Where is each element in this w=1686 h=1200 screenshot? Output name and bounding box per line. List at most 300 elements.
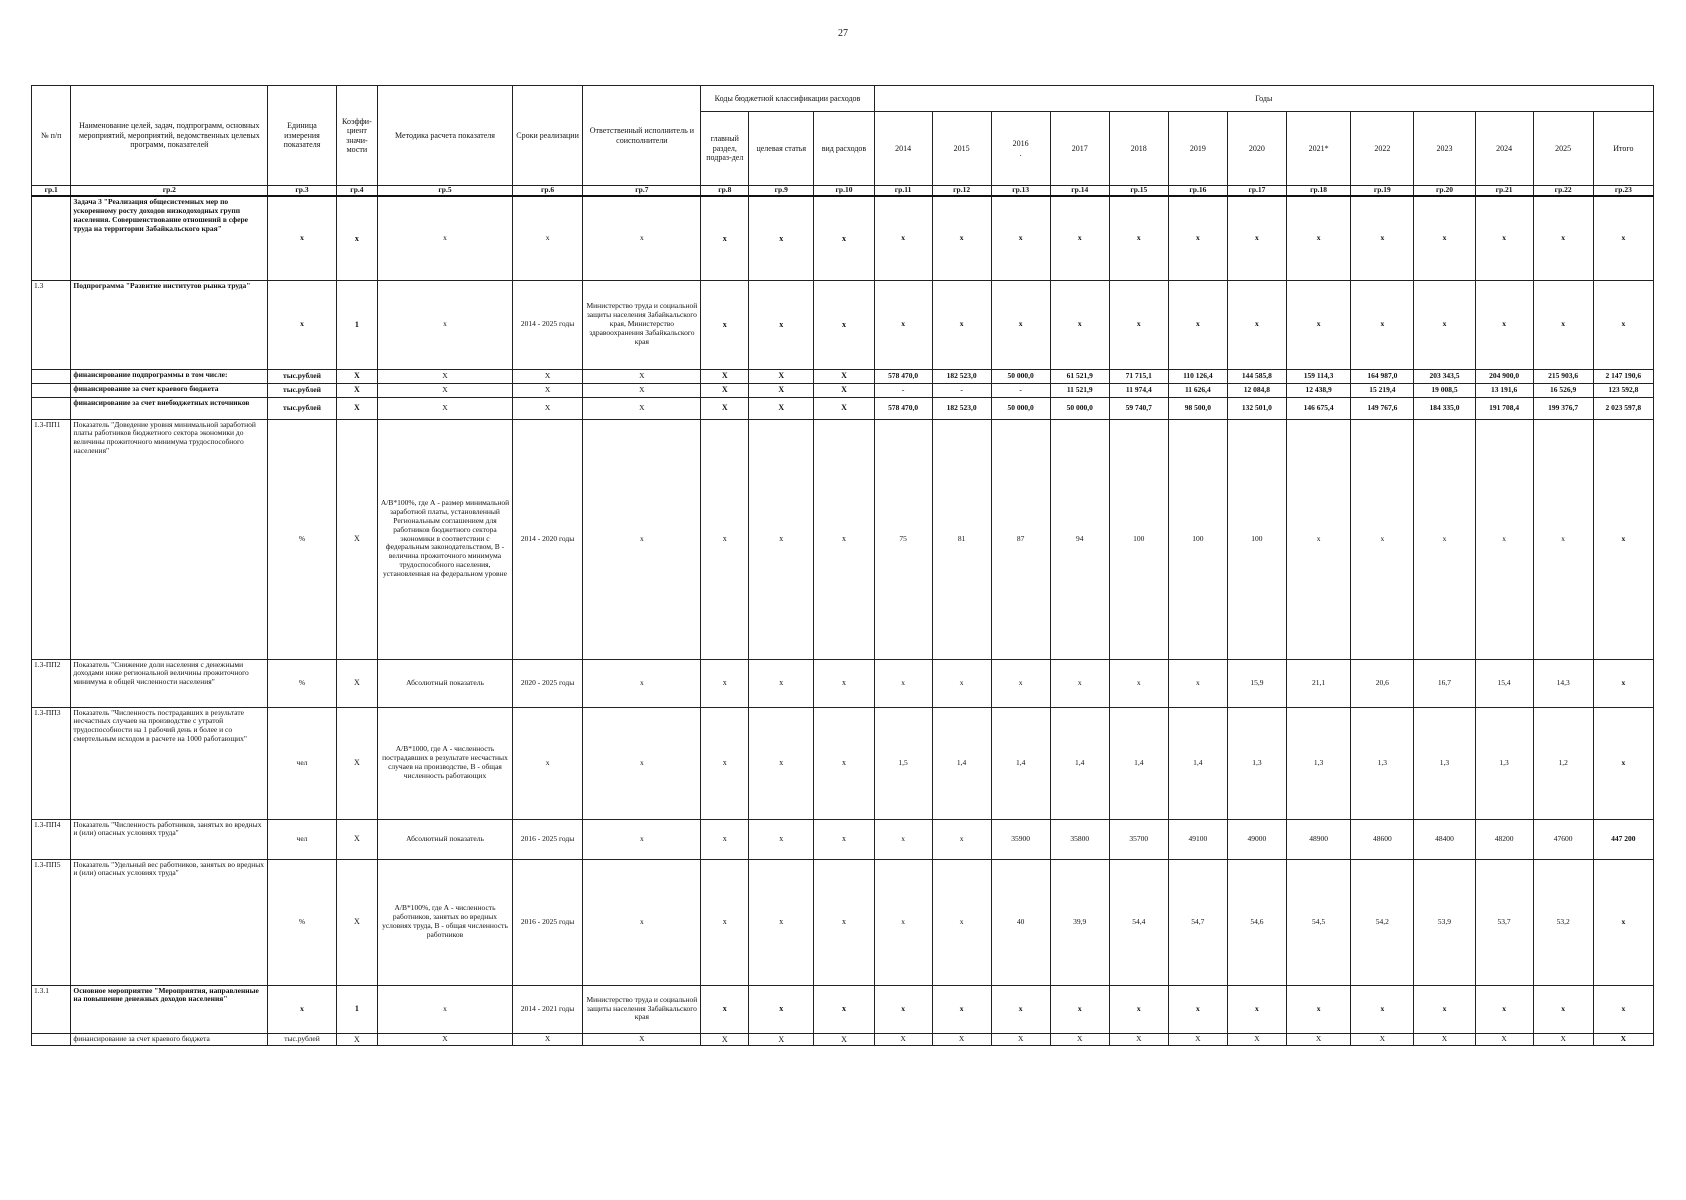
row-name: Показатель "Удельный вес работников, занятых во вредных и (или) опасных условиях труда" (71, 859, 268, 985)
header-num: № п/п (32, 86, 71, 186)
row-year-value: 215 903,6 (1533, 369, 1593, 383)
row-budget-code: Х (749, 397, 814, 419)
group-number-cell: гр.1 (32, 186, 71, 197)
row-method: Х (378, 397, 513, 419)
row-year-value: х (1351, 280, 1414, 369)
row-coefficient: Х (336, 707, 377, 819)
row-year-value: х (991, 985, 1050, 1033)
group-number-cell: гр.6 (512, 186, 582, 197)
header-year-mark: . (1019, 148, 1022, 158)
row-method: Абсолютный показатель (378, 819, 513, 859)
row-year-value: 35700 (1109, 819, 1168, 859)
header-years-title: Годы (874, 86, 1653, 112)
row-year-value: 159 114,3 (1286, 369, 1350, 383)
row-budget-code: х (749, 419, 814, 659)
row-year-value: 48900 (1286, 819, 1350, 859)
row-budget-code: х (701, 196, 749, 280)
row-total: 447 200 (1593, 819, 1653, 859)
row-year-value: х (1168, 985, 1227, 1033)
row-year-value: 1,4 (1109, 707, 1168, 819)
row-year-value: х (874, 659, 932, 707)
row-year-value: 12 084,8 (1227, 383, 1286, 397)
row-number (32, 369, 71, 383)
row-method: х (378, 196, 513, 280)
row-year-value: х (1351, 419, 1414, 659)
row-year-value: 81 (932, 419, 991, 659)
row-responsible: Х (583, 397, 701, 419)
row-year-value: х (1109, 196, 1168, 280)
row-year-value: х (932, 859, 991, 985)
row-year-value: 100 (1227, 419, 1286, 659)
row-year-value: 21,1 (1286, 659, 1350, 707)
row-year-value: Х (1414, 1033, 1475, 1045)
row-coefficient: Х (336, 419, 377, 659)
row-year-value: х (932, 659, 991, 707)
row-year-value: Х (991, 1033, 1050, 1045)
row-term: х (512, 707, 582, 819)
table-row (32, 419, 1654, 659)
row-year-value: 98 500,0 (1168, 397, 1227, 419)
row-year-value: 182 523,0 (932, 369, 991, 383)
row-budget-code: Х (814, 397, 874, 419)
row-year-value: х (874, 985, 932, 1033)
row-year-value: х (991, 196, 1050, 280)
row-budget-code: Х (749, 383, 814, 397)
row-term: 2016 - 2025 годы (512, 859, 582, 985)
header-year: 2017 (1050, 112, 1109, 186)
row-year-value: х (1475, 196, 1533, 280)
row-year-value: 146 675,4 (1286, 397, 1350, 419)
row-year-value: 53,9 (1414, 859, 1475, 985)
row-year-value: х (1286, 280, 1350, 369)
row-budget-code: х (701, 819, 749, 859)
row-year-value: 100 (1168, 419, 1227, 659)
row-budget-code: х (701, 280, 749, 369)
row-year-value: х (1286, 985, 1350, 1033)
group-number-cell: гр.15 (1109, 186, 1168, 197)
header-year: 2025 (1533, 112, 1593, 186)
row-total: х (1593, 196, 1653, 280)
row-coefficient: Х (336, 819, 377, 859)
table-row (32, 196, 1654, 280)
row-term: Х (512, 397, 582, 419)
group-number-cell: гр.5 (378, 186, 513, 197)
row-year-value: 1,4 (991, 707, 1050, 819)
row-number: 1.3-ПП2 (32, 659, 71, 707)
header-year: 2018 (1109, 112, 1168, 186)
row-year-value: х (1168, 196, 1227, 280)
row-budget-code: Х (749, 369, 814, 383)
row-year-value: 164 987,0 (1351, 369, 1414, 383)
row-number (32, 1033, 71, 1045)
group-number-cell: гр.11 (874, 186, 932, 197)
row-method: х (378, 280, 513, 369)
row-year-value: Х (1286, 1033, 1350, 1045)
row-year-value: 50 000,0 (991, 397, 1050, 419)
row-year-value: Х (1227, 1033, 1286, 1045)
header-year: 2019 (1168, 112, 1227, 186)
table-row (32, 985, 1654, 1033)
row-name: Показатель "Снижение доли населения с денежными доходами ниже региональной величины прожиточного минимума в общей численности населения" (71, 659, 268, 707)
row-name: Задача 3 "Реализация общесистемных мер по ускоренному росту доходов низкодоходных групп населения. Совершенствование отношений в сфере труда на территории Забайкальского края" (71, 196, 268, 280)
row-year-value: 71 715,1 (1109, 369, 1168, 383)
row-budget-code: х (814, 419, 874, 659)
row-method: А/В*1000, где А - численность пострадавших в результате несчастных случаев на производстве, В - общая численность работающих (378, 707, 513, 819)
group-number-cell: гр.20 (1414, 186, 1475, 197)
row-unit: тыс.рублей (268, 369, 336, 383)
row-year-value: 132 501,0 (1227, 397, 1286, 419)
row-total: Х (1593, 1033, 1653, 1045)
row-year-value: х (1050, 280, 1109, 369)
row-name: Основное мероприятие "Мероприятия, направленные на повышение денежных доходов населения" (71, 985, 268, 1033)
row-year-value: 1,3 (1227, 707, 1286, 819)
row-name: финансирование подпрограммы в том числе: (71, 369, 268, 383)
row-year-value: - (991, 383, 1050, 397)
row-year-value: х (1286, 196, 1350, 280)
row-year-value: 20,6 (1351, 659, 1414, 707)
row-method: Х (378, 383, 513, 397)
row-year-value: х (932, 280, 991, 369)
row-total: 2 023 597,8 (1593, 397, 1653, 419)
row-year-value: 191 708,4 (1475, 397, 1533, 419)
row-year-value: х (1533, 196, 1593, 280)
row-year-value: 39,9 (1050, 859, 1109, 985)
row-budget-code: Х (814, 383, 874, 397)
row-year-value: 144 585,8 (1227, 369, 1286, 383)
row-term: х (512, 196, 582, 280)
row-term: 2014 - 2021 годы (512, 985, 582, 1033)
header-method: Методика расчета показателя (378, 86, 513, 186)
row-year-value: 54,4 (1109, 859, 1168, 985)
header-budget-kind: вид расходов (814, 112, 874, 186)
row-coefficient: Х (336, 397, 377, 419)
row-year-value: 1,5 (874, 707, 932, 819)
row-year-value: х (1414, 985, 1475, 1033)
row-coefficient: Х (336, 369, 377, 383)
row-budget-code: Х (701, 397, 749, 419)
row-year-value: 184 335,0 (1414, 397, 1475, 419)
header-year-label: 2016 (1012, 139, 1029, 149)
row-unit: х (268, 196, 336, 280)
row-method: Х (378, 369, 513, 383)
row-unit: чел (268, 819, 336, 859)
row-coefficient: 1 (336, 280, 377, 369)
row-budget-code: х (814, 819, 874, 859)
row-name: Показатель "Численность работников, занятых во вредных и (или) опасных условиях труда" (71, 819, 268, 859)
row-name: финансирование за счет внебюджетных источников (71, 397, 268, 419)
row-responsible: х (583, 196, 701, 280)
group-number-cell: гр.3 (268, 186, 336, 197)
row-year-value: 50 000,0 (991, 369, 1050, 383)
row-year-value: х (1414, 196, 1475, 280)
row-coefficient: х (336, 196, 377, 280)
row-year-value: х (1351, 196, 1414, 280)
group-number-row (32, 186, 1654, 197)
row-budget-code: х (814, 985, 874, 1033)
row-year-value: 204 900,0 (1475, 369, 1533, 383)
header-responsible: Ответственный исполнитель и соисполнители (583, 86, 701, 186)
row-year-value: х (874, 819, 932, 859)
row-year-value: 15,4 (1475, 659, 1533, 707)
header-year: 2020 (1227, 112, 1286, 186)
row-year-value: х (1533, 280, 1593, 369)
row-year-value: х (1475, 419, 1533, 659)
row-year-value: х (991, 659, 1050, 707)
row-year-value: - (874, 383, 932, 397)
row-year-value: 182 523,0 (932, 397, 991, 419)
row-year-value: 49100 (1168, 819, 1227, 859)
row-method: А/В*100%, где А - размер минимальной заработной платы, установленный Региональным соглашением для работников бюджетного сектора экономики в соответствии с федеральным законодательством, В - величина прожиточного минимума трудоспособного населения, установленная на федеральном уровне (378, 419, 513, 659)
row-coefficient: Х (336, 1033, 377, 1045)
row-year-value: 59 740,7 (1109, 397, 1168, 419)
header-year: 2024 (1475, 112, 1533, 186)
row-year-value: Х (932, 1033, 991, 1045)
row-total: х (1593, 659, 1653, 707)
row-term: 2014 - 2020 годы (512, 419, 582, 659)
row-budget-code: х (749, 707, 814, 819)
group-number-cell: гр.2 (71, 186, 268, 197)
row-responsible: х (583, 707, 701, 819)
row-year-value: 19 008,5 (1414, 383, 1475, 397)
row-year-value: х (1050, 659, 1109, 707)
row-year-value: 87 (991, 419, 1050, 659)
group-number-cell: гр.14 (1050, 186, 1109, 197)
row-year-value: 1,3 (1351, 707, 1414, 819)
row-budget-code: х (749, 819, 814, 859)
row-year-value: 54,6 (1227, 859, 1286, 985)
header-year: 2021* (1286, 112, 1350, 186)
row-total: 2 147 190,6 (1593, 369, 1653, 383)
row-budget-code: х (701, 707, 749, 819)
row-number: 1.3-ПП5 (32, 859, 71, 985)
row-year-value: 48200 (1475, 819, 1533, 859)
header-coef: Коэффи-циент значи-мости (336, 86, 377, 186)
row-responsible: Министерство труда и социальной защиты населения Забайкальского края, Министерство здравоохранения Забайкальского края (583, 280, 701, 369)
row-budget-code: Х (814, 369, 874, 383)
row-year-value: х (1286, 419, 1350, 659)
row-year-value: х (1109, 985, 1168, 1033)
row-budget-code: х (814, 280, 874, 369)
row-total: х (1593, 985, 1653, 1033)
row-total: х (1593, 280, 1653, 369)
row-responsible: Х (583, 1033, 701, 1045)
row-year-value: х (1227, 985, 1286, 1033)
row-year-value: 15,9 (1227, 659, 1286, 707)
row-year-value: х (1351, 985, 1414, 1033)
group-number-cell: гр.12 (932, 186, 991, 197)
row-year-value: Х (1109, 1033, 1168, 1045)
row-number: 1.3-ПП1 (32, 419, 71, 659)
row-unit: тыс.рублей (268, 397, 336, 419)
row-year-value: 35900 (991, 819, 1050, 859)
row-year-value: 54,7 (1168, 859, 1227, 985)
row-budget-code: х (749, 196, 814, 280)
row-budget-code: х (749, 659, 814, 707)
row-budget-code: х (701, 659, 749, 707)
row-unit: х (268, 985, 336, 1033)
row-budget-code: Х (701, 383, 749, 397)
row-coefficient: Х (336, 859, 377, 985)
header-term: Сроки реализации (512, 86, 582, 186)
row-year-value: 1,2 (1533, 707, 1593, 819)
group-number-cell: гр.16 (1168, 186, 1227, 197)
row-year-value: 47600 (1533, 819, 1593, 859)
row-year-value: Х (1351, 1033, 1414, 1045)
row-year-value: 578 470,0 (874, 369, 932, 383)
row-unit: тыс.рублей (268, 383, 336, 397)
row-year-value: 100 (1109, 419, 1168, 659)
row-year-value: Х (1475, 1033, 1533, 1045)
row-year-value: х (991, 280, 1050, 369)
row-year-value: х (1414, 419, 1475, 659)
row-year-value: х (1109, 280, 1168, 369)
row-number: 1.3.1 (32, 985, 71, 1033)
table-row (32, 280, 1654, 369)
row-budget-code: х (701, 985, 749, 1033)
header-year: 2015 (932, 112, 991, 186)
row-total: 123 592,8 (1593, 383, 1653, 397)
row-budget-code: Х (701, 1033, 749, 1045)
row-year-value: 12 438,9 (1286, 383, 1350, 397)
row-year-value: 16 526,9 (1533, 383, 1593, 397)
row-year-value: х (1050, 985, 1109, 1033)
table-row (32, 859, 1654, 985)
group-number-cell: гр.17 (1227, 186, 1286, 197)
row-number: 1.3-ПП4 (32, 819, 71, 859)
row-term: 2014 - 2025 годы (512, 280, 582, 369)
row-year-value: 53,7 (1475, 859, 1533, 985)
table-row (32, 383, 1654, 397)
row-year-value: 54,5 (1286, 859, 1350, 985)
row-year-value: х (1168, 280, 1227, 369)
group-number-cell: гр.4 (336, 186, 377, 197)
row-responsible: Х (583, 369, 701, 383)
row-unit: тыс.рублей (268, 1033, 336, 1045)
indicators-table (31, 85, 1654, 1046)
row-year-value: х (1533, 419, 1593, 659)
row-year-value: х (1227, 196, 1286, 280)
row-year-value: 53,2 (1533, 859, 1593, 985)
table-row (32, 819, 1654, 859)
group-number-cell: гр.21 (1475, 186, 1533, 197)
row-budget-code: х (701, 859, 749, 985)
row-coefficient: Х (336, 659, 377, 707)
row-unit: % (268, 419, 336, 659)
row-term: Х (512, 369, 582, 383)
row-term: 2020 - 2025 годы (512, 659, 582, 707)
row-number: 1.3 (32, 280, 71, 369)
row-year-value: х (1050, 196, 1109, 280)
table-row (32, 659, 1654, 707)
group-number-cell: гр.19 (1351, 186, 1414, 197)
row-number: 1.3-ПП3 (32, 707, 71, 819)
row-year-value: 54,2 (1351, 859, 1414, 985)
table-row (32, 369, 1654, 383)
row-budget-code: х (814, 196, 874, 280)
row-term: Х (512, 1033, 582, 1045)
row-year-value: х (1475, 280, 1533, 369)
row-year-value: Х (1168, 1033, 1227, 1045)
header-unit: Единица измерения показателя (268, 86, 336, 186)
row-year-value: 35800 (1050, 819, 1109, 859)
row-budget-code: Х (814, 1033, 874, 1045)
row-coefficient: Х (336, 383, 377, 397)
table-row (32, 397, 1654, 419)
row-name: финансирование за счет краевого бюджета (71, 1033, 268, 1045)
row-number (32, 397, 71, 419)
row-budget-code: Х (749, 1033, 814, 1045)
indicators-table-wrapper (31, 85, 1654, 1046)
row-year-value: 11 521,9 (1050, 383, 1109, 397)
row-year-value: 110 126,4 (1168, 369, 1227, 383)
row-year-value: х (1168, 659, 1227, 707)
table-row (32, 1033, 1654, 1045)
row-year-value: 1,3 (1286, 707, 1350, 819)
row-term: 2016 - 2025 годы (512, 819, 582, 859)
row-unit: чел (268, 707, 336, 819)
row-year-value: 203 343,5 (1414, 369, 1475, 383)
row-total: х (1593, 859, 1653, 985)
row-year-value: 1,3 (1414, 707, 1475, 819)
row-year-value: 11 626,4 (1168, 383, 1227, 397)
row-year-value: 61 521,9 (1050, 369, 1109, 383)
row-year-value: х (932, 196, 991, 280)
row-total: х (1593, 707, 1653, 819)
row-year-value: х (1475, 985, 1533, 1033)
row-total: х (1593, 419, 1653, 659)
row-year-value: 1,4 (1168, 707, 1227, 819)
row-year-value: 1,3 (1475, 707, 1533, 819)
row-year-value: 75 (874, 419, 932, 659)
row-number (32, 196, 71, 280)
row-name: Показатель "Численность пострадавших в результате несчастных случаев на производстве с утратой трудоспособности на 1 рабочий день и более и со смертельным исходом в расчете на 1000 работающих" (71, 707, 268, 819)
row-number (32, 383, 71, 397)
header-budget-article: целевая статья (749, 112, 814, 186)
row-year-value: 14,3 (1533, 659, 1593, 707)
row-budget-code: х (814, 859, 874, 985)
row-year-value: 50 000,0 (1050, 397, 1109, 419)
row-year-value: 48600 (1351, 819, 1414, 859)
header-year (991, 112, 1050, 186)
row-budget-code: х (701, 419, 749, 659)
row-term: Х (512, 383, 582, 397)
row-year-value: 16,7 (1414, 659, 1475, 707)
row-responsible: Министерство труда и социальной защиты населения Забайкальского края (583, 985, 701, 1033)
header-year: 2014 (874, 112, 932, 186)
row-method: Абсолютный показатель (378, 659, 513, 707)
row-budget-code: х (749, 985, 814, 1033)
group-number-cell: гр.9 (749, 186, 814, 197)
row-year-value: 1,4 (1050, 707, 1109, 819)
table-row (32, 707, 1654, 819)
group-number-cell: гр.23 (1593, 186, 1653, 197)
row-year-value: 578 470,0 (874, 397, 932, 419)
row-unit: % (268, 859, 336, 985)
row-method: Х (378, 1033, 513, 1045)
row-year-value: х (874, 859, 932, 985)
row-year-value: х (1414, 280, 1475, 369)
row-year-value: х (1109, 659, 1168, 707)
group-number-cell: гр.13 (991, 186, 1050, 197)
row-budget-code: х (749, 859, 814, 985)
row-year-value: 11 974,4 (1109, 383, 1168, 397)
row-responsible: х (583, 419, 701, 659)
group-number-cell: гр.18 (1286, 186, 1350, 197)
header-total: Итого (1593, 112, 1653, 186)
group-number-cell: гр.7 (583, 186, 701, 197)
row-name: финансирование за счет краевого бюджета (71, 383, 268, 397)
table-body (32, 186, 1654, 1046)
